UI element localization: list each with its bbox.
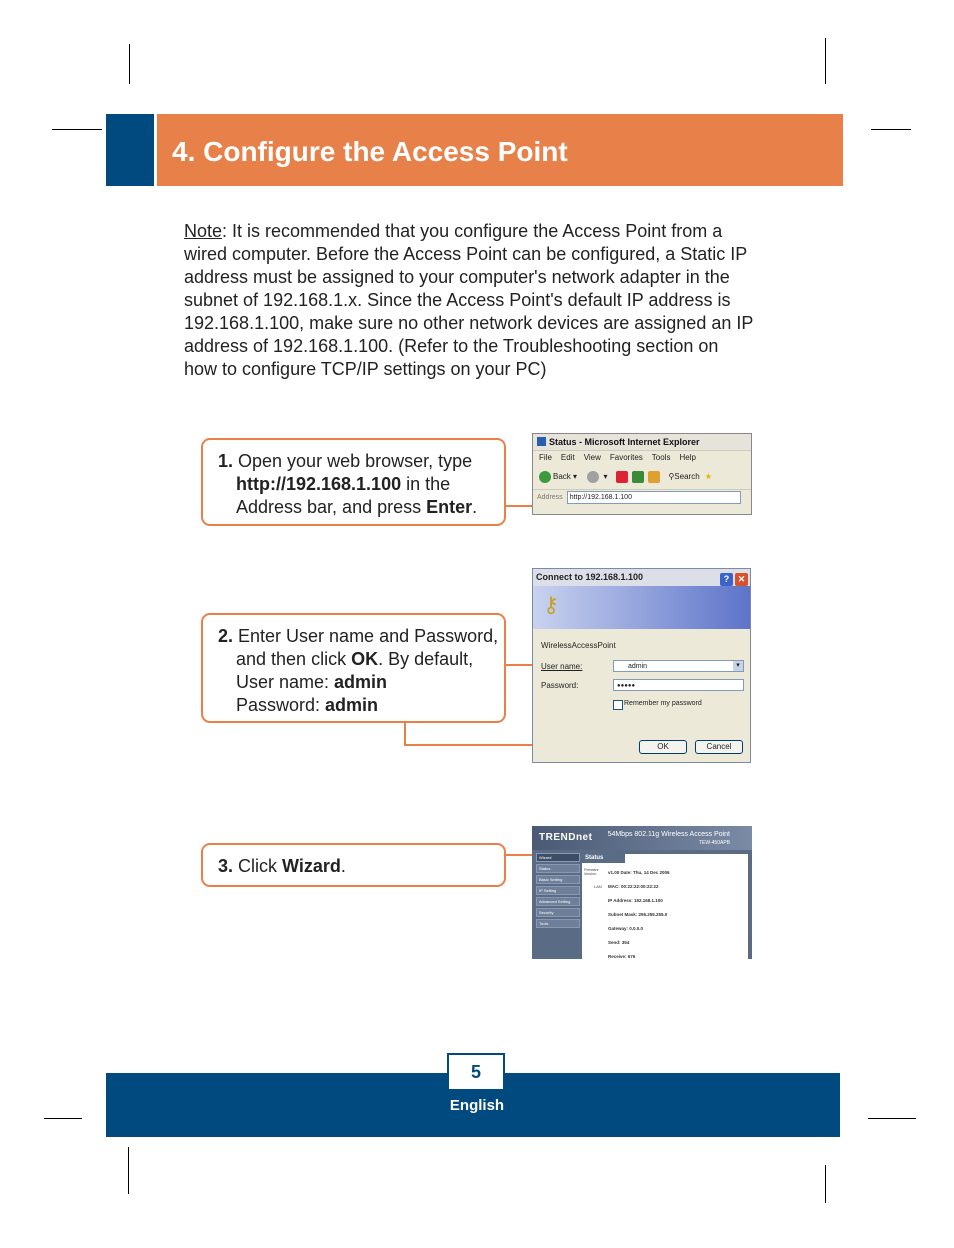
search-icon[interactable]: ⚲ <box>668 472 675 481</box>
crop-mark <box>129 44 130 84</box>
ap-menu-tools[interactable]: Tools <box>536 919 580 928</box>
note-paragraph <box>184 220 754 381</box>
ap-menu-status[interactable]: Status <box>536 864 580 873</box>
browser-screenshot <box>532 433 752 515</box>
ap-menu-wizard[interactable]: Wizard <box>536 853 580 862</box>
refresh-icon[interactable] <box>632 471 644 483</box>
step-3-callout <box>201 843 506 887</box>
menu-file[interactable]: File <box>539 453 552 462</box>
step-text: Enter User name and Password, <box>233 626 499 646</box>
footer-language: English <box>449 1097 505 1114</box>
browser-title-bar <box>533 434 751 451</box>
remember-label: Remember my password <box>624 700 702 707</box>
url-text: http://192.168.1.100 <box>236 474 402 494</box>
crop-mark <box>825 38 826 84</box>
password-field[interactable]: ●●●●● <box>613 679 744 691</box>
step-line <box>218 496 504 519</box>
step-1-callout <box>201 438 506 526</box>
trendnet-logo: TRENDnet <box>539 832 593 843</box>
step-2-callout <box>201 613 506 723</box>
ap-menu-ip[interactable]: IP Setting <box>536 886 580 895</box>
default-username: admin <box>334 672 388 692</box>
step-text: Password: <box>236 695 326 715</box>
ap-side-label: Firmware Version: <box>584 868 599 876</box>
step-text: and then click <box>236 649 352 669</box>
dropdown-arrow-icon[interactable]: ▾ <box>733 661 743 671</box>
menu-tools[interactable]: Tools <box>651 453 671 462</box>
crop-mark <box>52 129 102 130</box>
search-button[interactable]: Search <box>674 472 700 481</box>
ap-model: TEW-450APB <box>698 840 730 846</box>
wizard-text: Wizard <box>282 856 341 876</box>
address-input[interactable]: http://192.168.1.100 <box>567 491 741 504</box>
menu-edit[interactable]: Edit <box>560 453 575 462</box>
ap-product-name: 54Mbps 802.11g Wireless Access Point <box>607 831 730 838</box>
step-text: . <box>340 856 346 876</box>
connector-line <box>404 723 406 745</box>
ap-menu-basic[interactable]: Basic Setting <box>536 875 580 884</box>
favorites-star-icon[interactable]: ★ <box>704 472 713 481</box>
ap-status-row: Gateway: 0.0.0.0 <box>608 926 644 931</box>
crop-mark <box>44 1118 82 1119</box>
cancel-button[interactable]: Cancel <box>695 740 743 754</box>
step-line <box>218 648 504 671</box>
note-label: Note <box>184 221 223 241</box>
crop-mark <box>825 1165 826 1203</box>
browser-title: Status - Microsoft Internet Explorer <box>549 437 700 447</box>
home-icon[interactable] <box>648 471 660 483</box>
ap-status-screenshot <box>532 826 752 959</box>
step-text: . <box>472 497 478 517</box>
step-number: 2. <box>218 626 234 646</box>
step-text: Click <box>233 856 283 876</box>
dialog-title-bar <box>533 569 750 586</box>
browser-menu-bar <box>533 451 751 465</box>
help-icon[interactable]: ? <box>720 573 733 586</box>
step-text: Address bar, and press <box>236 497 427 517</box>
login-dialog-screenshot <box>532 568 751 763</box>
step-text: User name: <box>236 672 335 692</box>
step-line <box>218 671 504 694</box>
dialog-banner <box>533 586 750 629</box>
header-accent-block <box>106 114 154 186</box>
ok-text: OK <box>351 649 379 669</box>
ap-status-row: Send: 354 <box>608 940 630 945</box>
ap-status-row: MAC: 00:22:22:00:22:22 <box>608 884 659 889</box>
ap-side-label: LAN <box>594 884 602 889</box>
realm-label: WirelessAccessPoint <box>541 641 616 650</box>
username-label: User name: <box>541 662 583 671</box>
step-text: Open your web browser, type <box>233 451 473 471</box>
ap-sidebar <box>536 853 580 930</box>
crop-mark <box>871 129 911 130</box>
step-line <box>218 694 504 717</box>
ok-button[interactable]: OK <box>639 740 687 754</box>
ap-menu-security[interactable]: Security <box>536 908 580 917</box>
ap-menu-advanced[interactable]: Advanced Setting <box>536 897 580 906</box>
ap-status-row: Receive: 676 <box>608 954 636 959</box>
note-text: : It is recommended that you configure the Access Point from a wired computer. Before the Access Point can be configured, a Static IP address must be assigned to your computer's network adapter in the subnet of 192.168.1.x. Since the Access Point's default IP address is 192.168.1.100, make sure no other network devices are assigned an IP address of 192.168.1.100. (Refer to the Troubleshooting section on how to configure TCP/IP settings on your PC) <box>184 221 754 379</box>
back-button[interactable]: Back <box>553 472 571 481</box>
page-number: 5 <box>447 1053 505 1091</box>
remember-checkbox[interactable] <box>613 700 623 710</box>
default-password: admin <box>325 695 379 715</box>
forward-arrow-icon[interactable] <box>587 471 599 483</box>
step-line <box>218 473 504 496</box>
browser-toolbar: Back ▾ ▾ ⚲Search ★ <box>533 465 751 489</box>
step-text: in the <box>401 474 451 494</box>
ap-status-row: IP Address: 192.168.1.100 <box>608 898 663 903</box>
ap-section-title: Status <box>582 854 625 863</box>
ap-status-row: v1.00 Date: Thu, 14 Dec 2006 <box>608 870 670 875</box>
ap-status-row: Subnet Mask: 255.255.255.0 <box>608 912 668 917</box>
password-label: Password: <box>541 681 579 690</box>
crop-mark <box>128 1147 129 1194</box>
ap-header <box>532 826 752 850</box>
menu-view[interactable]: View <box>583 453 601 462</box>
keys-icon: ⚷ <box>543 592 560 617</box>
stop-icon[interactable] <box>616 471 628 483</box>
address-bar <box>533 489 751 505</box>
address-label: Address <box>537 494 563 501</box>
back-arrow-icon[interactable] <box>539 471 551 483</box>
step-number: 1. <box>218 451 234 471</box>
step-number: 3. <box>218 856 234 876</box>
username-field[interactable]: admin <box>613 660 744 672</box>
ie-icon <box>537 437 546 446</box>
ap-status-panel <box>582 854 748 959</box>
page-title: 4. Configure the Access Point <box>172 136 568 167</box>
menu-favorites[interactable]: Favorites <box>609 453 643 462</box>
dialog-title: Connect to 192.168.1.100 <box>536 572 644 582</box>
step-text: . By default, <box>378 649 474 669</box>
menu-help[interactable]: Help <box>679 453 696 462</box>
close-icon[interactable]: ✕ <box>735 573 748 586</box>
enter-key-text: Enter <box>426 497 473 517</box>
crop-mark <box>868 1118 916 1119</box>
